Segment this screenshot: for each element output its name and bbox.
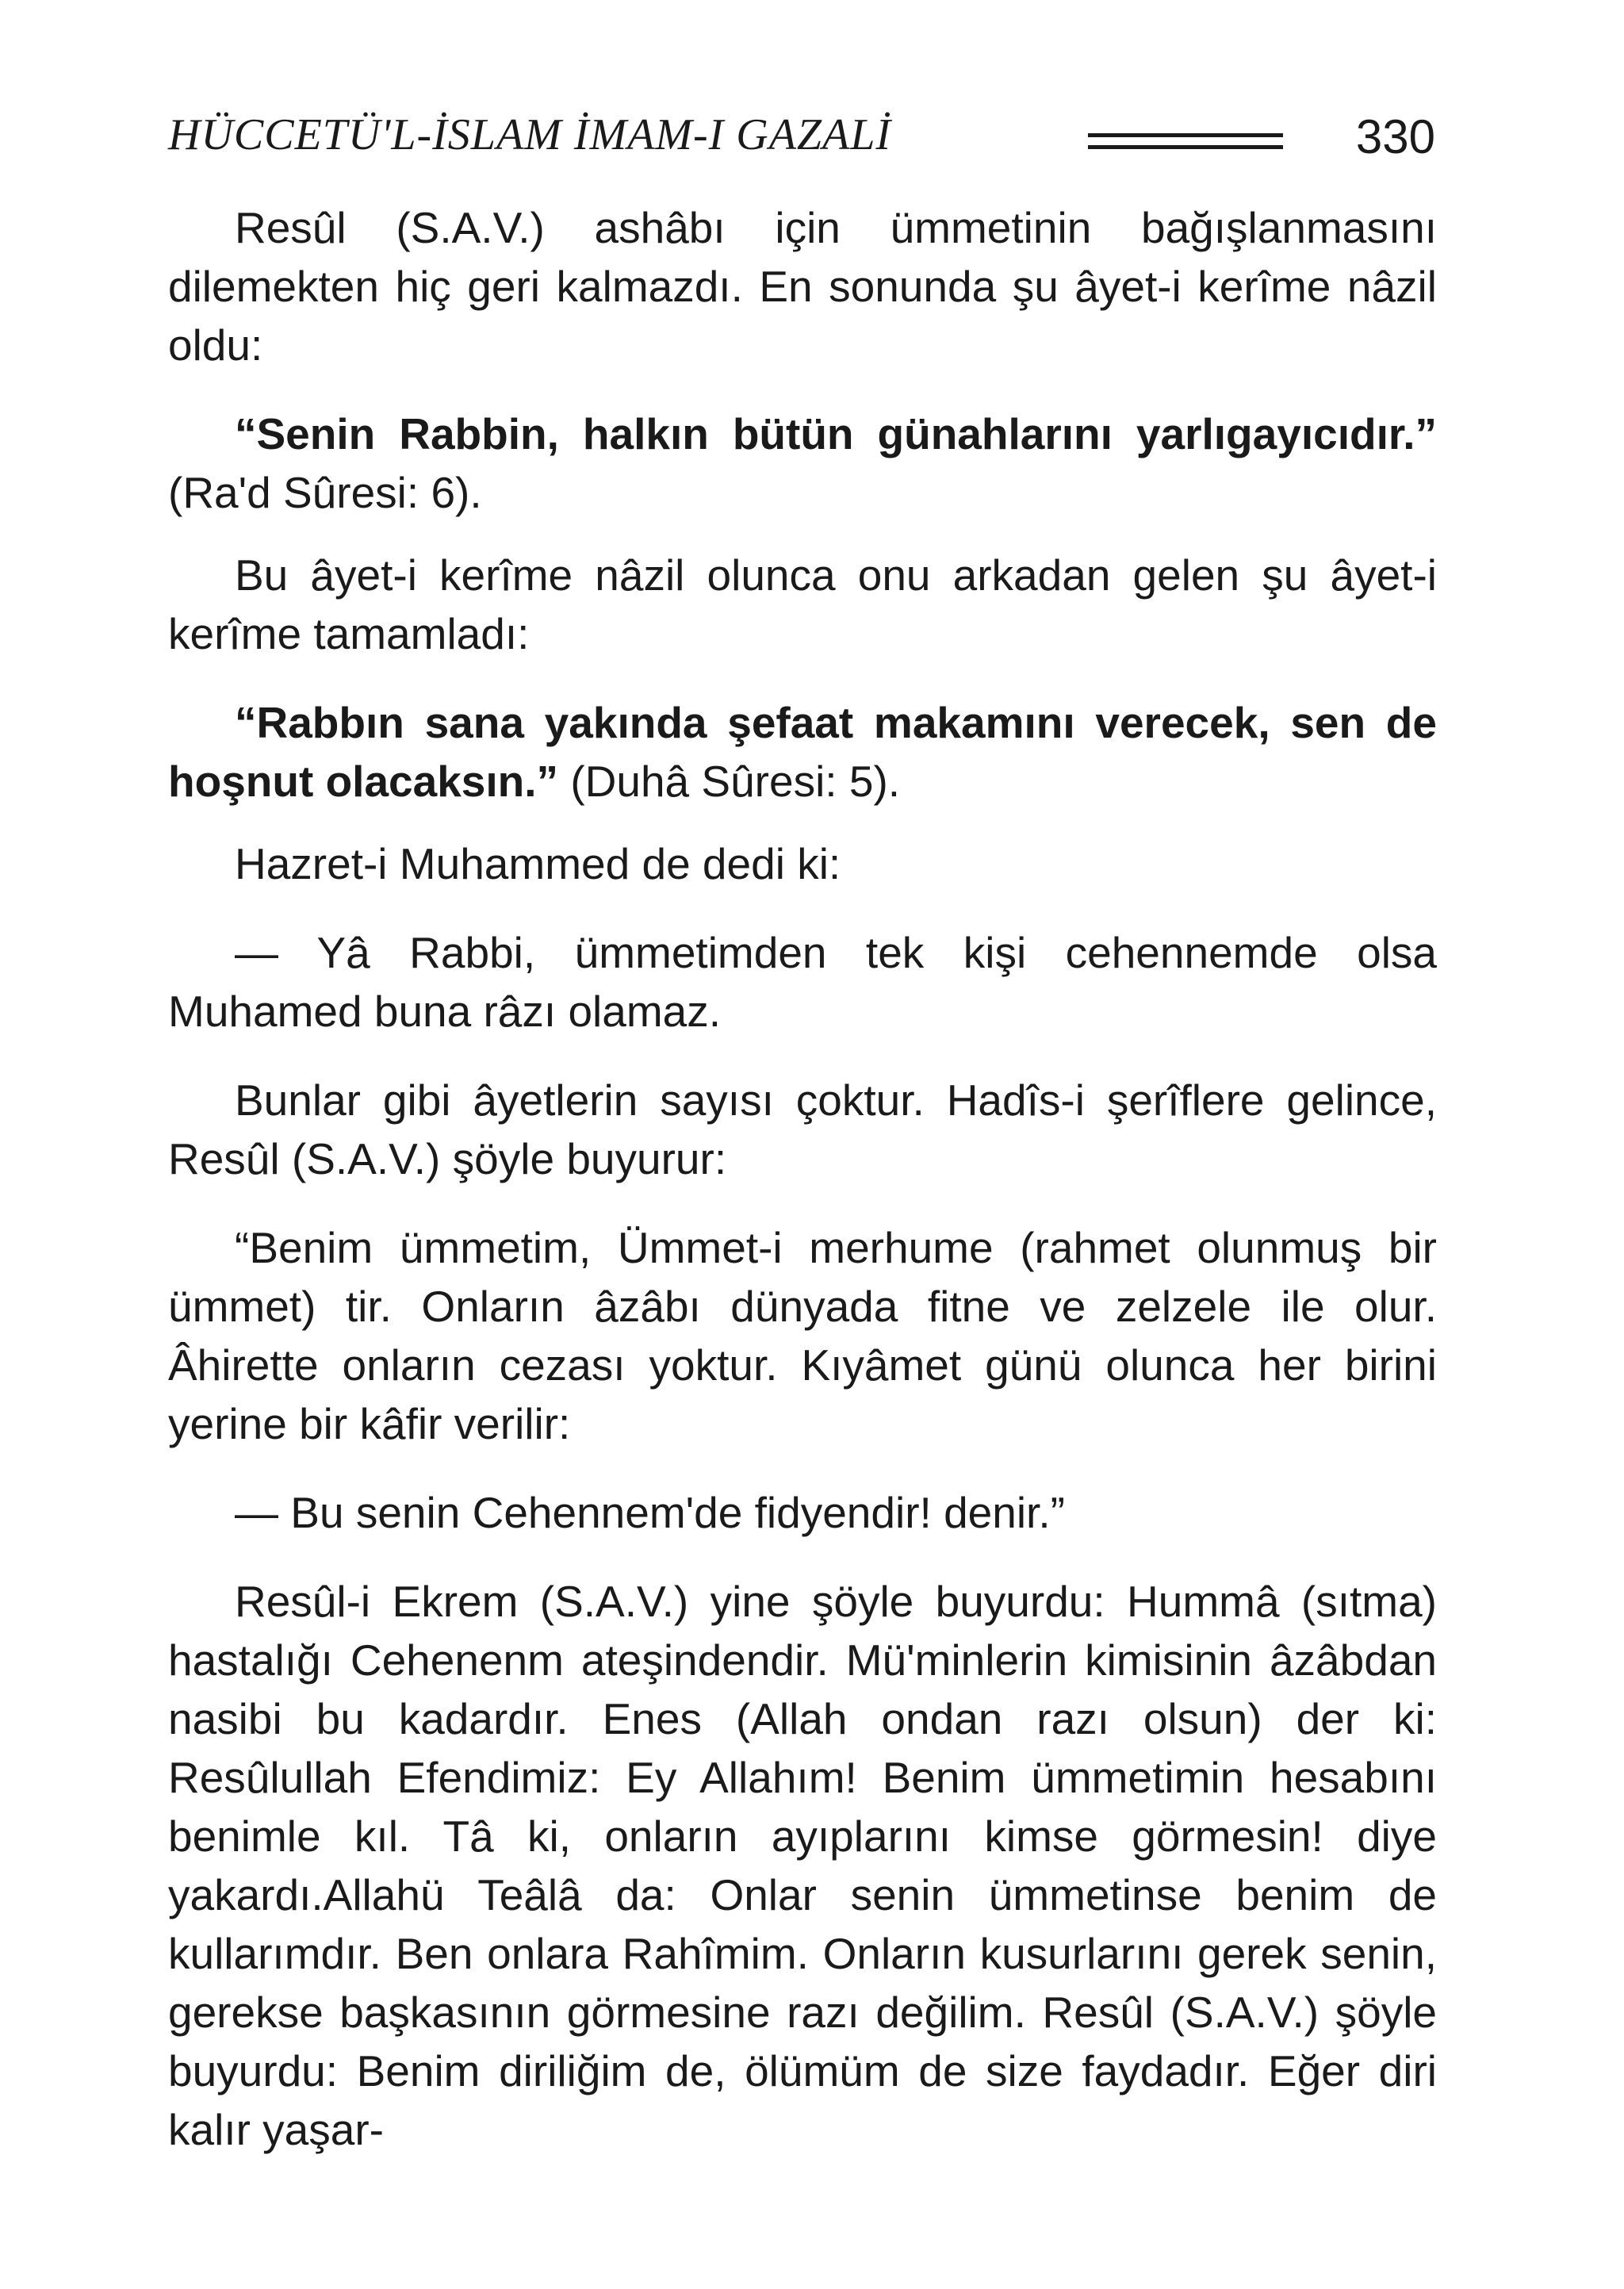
- paragraph: Bunlar gibi âyetlerin sayısı çoktur. Hadîs-i şerîflere gelince, Resûl (S.A.V.) şöyle buyurur:: [168, 1075, 1437, 1183]
- verse-quote: [168, 693, 1437, 811]
- verse-quote: [168, 405, 1437, 522]
- verse-bold-text: “Senin Rabbin, halkın bütün günahlarını yarlıgayıcıdır.”: [235, 409, 1437, 458]
- verse-bold-text: “Rabbın sana yakında şefaat makamını verecek, sen de hoşnut olacaksın.”: [168, 698, 1437, 806]
- paragraph: Resûl-i Ekrem (S.A.V.) yine şöyle buyurdu: Hummâ (sıtma) hastalığı Cehenenm ateşindendir. Mü'minlerin kimisinin âzâbdan nasibi bu kadardır. Enes (Allah ondan razı olsun) der ki: Resûlullah Efendimiz: Ey Allahım! Benim ümmetimin hesabını benimle kıl. Tâ ki, onların ayıplarını kimse görmesin! diye yakardı.Allahü Teâlâ da: Onlar senin ümmetinse benim de kullarımdır. Ben onlara Rahîmim. Onların kusurlarını gerek senin, gerekse başkasının görmesine razı değilim. Resûl (S.A.V.) şöyle buyurdu: Benim diriliğim de, ölümüm de size faydadır. Eğer diri kalır yaşar-: [168, 1577, 1437, 2154]
- hadith-quote: “Benim ümmetim, Ümmet-i merhume (rahmet olunmuş bir ümmet) tir. Onların âzâbı dünyada fitne ve zelzele ile olur. Âhirette onların cezası yoktur. Kıyâmet günü olunca her birini yerine bir kâfir verilir:: [168, 1223, 1437, 1448]
- body-text: [168, 198, 1437, 2189]
- page-number: 330: [1355, 110, 1435, 163]
- dialogue-line: — Bu senin Cehennem'de fidyendir! denir.”: [235, 1488, 1065, 1537]
- paragraph: Bu âyet-i kerîme nâzil olunca onu arkadan gelen şu âyet-i kerîme tamamladı:: [168, 550, 1437, 658]
- header-title: HÜCCETÜ'L-İSLAM İMAM-I GAZALİ: [168, 110, 892, 159]
- verse-reference: (Duhâ Sûresi: 5).: [558, 757, 901, 806]
- dialogue-line: — Yâ Rabbi, ümmetimden tek kişi cehennemde olsa Muhamed buna râzı olamaz.: [168, 928, 1437, 1036]
- running-header: [168, 102, 1435, 178]
- header-double-rule: [1088, 133, 1283, 149]
- paragraph: Hazret-i Muhammed de dedi ki:: [235, 839, 841, 888]
- verse-reference: (Ra'd Sûresi: 6).: [168, 468, 482, 517]
- paragraph: Resûl (S.A.V.) ashâbı için ümmetinin bağışlanmasını dilemekten hiç geri kalmazdı. En sonunda şu âyet-i kerîme nâzil oldu:: [168, 203, 1437, 370]
